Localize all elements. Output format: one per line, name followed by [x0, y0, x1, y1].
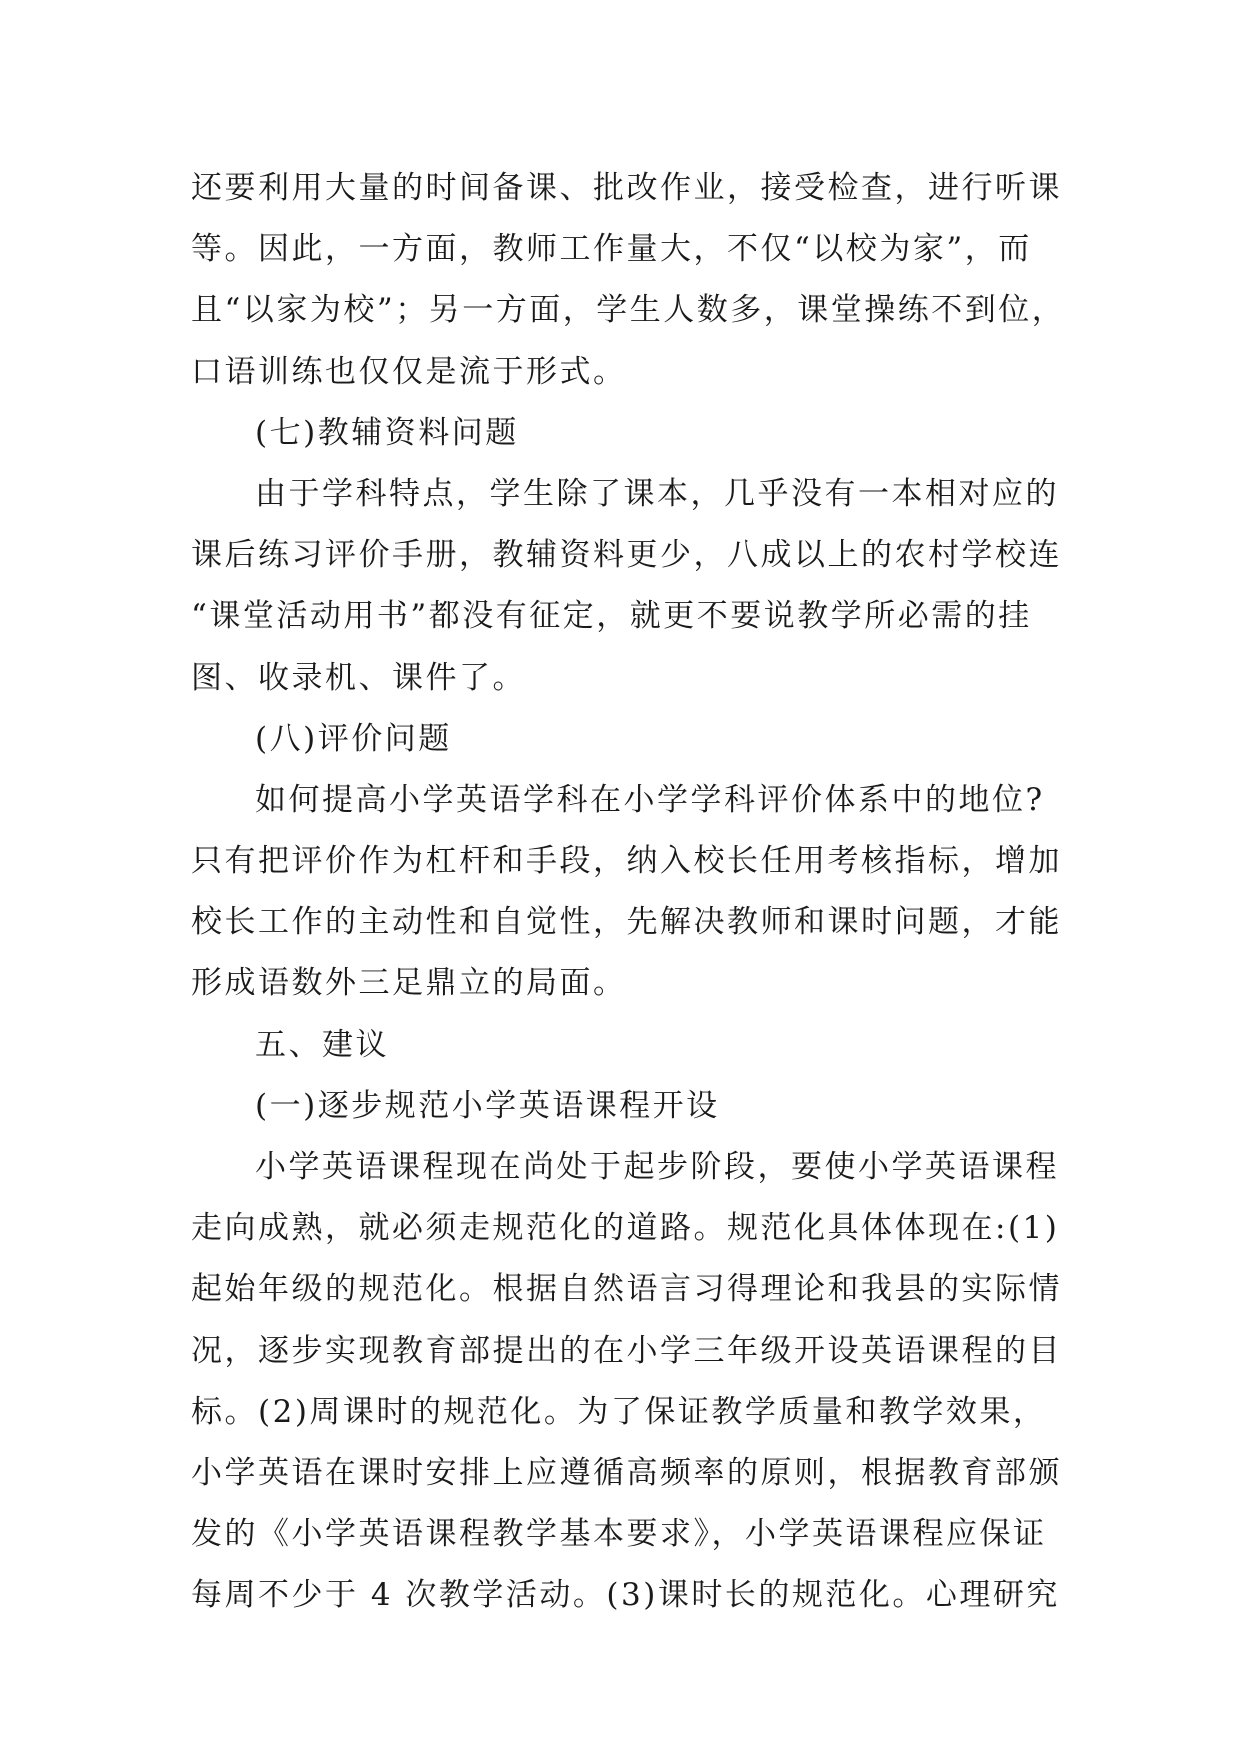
text-line: 走向成熟，就必须走规范化的道路。规范化具体体现在:(1) [191, 1210, 1060, 1247]
text-line: 小学英语在课时安排上应遵循高频率的原则，根据教育部颁 [191, 1454, 1062, 1491]
text-line: 口语训练也仅仅是流于形式。 [191, 353, 627, 390]
text-line: 图、收录机、课件了。 [191, 659, 526, 696]
paragraph-start: 如何提高小学英语学科在小学学科评价体系中的地位? [255, 781, 1045, 818]
paragraph-start: 小学英语课程现在尚处于起步阶段，要使小学英语课程 [255, 1149, 1059, 1185]
text-line: 每周不少于 4 次教学活动。(3)课时长的规范化。心理研究 [191, 1577, 1060, 1614]
text-line: 课后练习评价手册，教辅资料更少，八成以上的农村学校连 [191, 537, 1062, 574]
body-text [191, 158, 1071, 1627]
section-heading: (一)逐步规范小学英语课程开设 [255, 1087, 720, 1124]
section-heading: (七)教辅资料问题 [255, 414, 519, 451]
section-heading: (八)评价问题 [255, 720, 452, 757]
text-line: 发的《小学英语课程教学基本要求》，小学英语课程应保证 [191, 1516, 1047, 1553]
text-line: 标。(2)周课时的规范化。为了保证教学质量和教学效果， [191, 1393, 1047, 1430]
chapter-heading: 五、建议 [255, 1026, 389, 1063]
text-line: 只有把评价作为杠杆和手段，纳入校长任用考核指标，增加 [191, 843, 1062, 880]
text-line: 且“以家为校”；另一方面，学生人数多，课堂操练不到位， [191, 292, 1066, 329]
text-line: 等。因此，一方面，教师工作量大，不仅“以校为家”，而 [191, 231, 1032, 268]
text-line: “课堂活动用书”都没有征定，就更不要说教学所必需的挂 [191, 598, 1032, 635]
text-line: 形成语数外三足鼎立的局面。 [191, 965, 627, 1002]
text-line: 起始年级的规范化。根据自然语言习得理论和我县的实际情 [191, 1271, 1062, 1308]
paragraph-start: 由于学科特点，学生除了课本，几乎没有一本相对应的 [255, 475, 1059, 512]
text-line: 况，逐步实现教育部提出的在小学三年级开设英语课程的目 [191, 1332, 1062, 1369]
text-line: 校长工作的主动性和自觉性，先解决教师和课时问题，才能 [191, 904, 1062, 941]
text-line: 还要利用大量的时间备课、批改作业，接受检查，进行听课 [191, 170, 1062, 206]
